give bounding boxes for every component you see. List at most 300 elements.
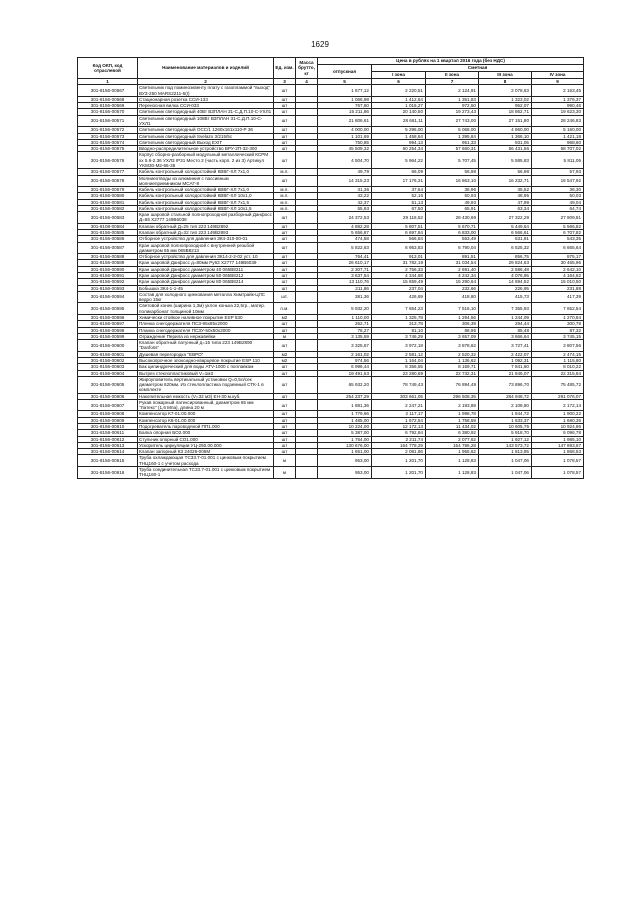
cell-price-zone3: 856,75 bbox=[479, 254, 532, 260]
cell-unit: шт bbox=[274, 109, 296, 115]
cell-unit: шт bbox=[274, 242, 296, 254]
cell-name: Бак цилиндрический для воды АТV-1000 с поплавком bbox=[138, 364, 274, 370]
cell-price-release: 4 000,00 bbox=[318, 127, 372, 133]
cell-name: Ограждение Перила из нержавейки bbox=[138, 333, 274, 339]
cell-price-zone4: 57,93 bbox=[532, 169, 584, 175]
cell-price-zone3: 5 449,64 bbox=[479, 223, 532, 229]
cell-unit: шт bbox=[274, 279, 296, 285]
cell-price-zone1: 17 176,31 bbox=[372, 175, 426, 187]
cell-code: 301-8156-00608 bbox=[78, 411, 138, 417]
cell-price-zone1: 1 016,27 bbox=[372, 103, 426, 109]
cell-code: 301-8156-00575 bbox=[78, 146, 138, 152]
cell-unit: шт bbox=[274, 393, 296, 399]
cell-price-zone3: 47,99 bbox=[479, 199, 532, 205]
cell-mass bbox=[296, 115, 318, 127]
cell-price-release: 750,85 bbox=[318, 139, 372, 145]
cell-price-zone4: 2 172,14 bbox=[532, 399, 584, 411]
cell-unit: шт bbox=[274, 321, 296, 327]
cell-price-release: 953,00 bbox=[318, 455, 372, 467]
cell-name: Труба охлаждающая ТС33.7-01.001 с цинковым покрытием ТНЦ160-1 с учетом расхода bbox=[138, 455, 274, 467]
cell-code: 301-8156-00599 bbox=[78, 333, 138, 339]
cell-price-zone3: 1 844,72 bbox=[479, 411, 532, 417]
cell-price-zone3: 16 232,71 bbox=[479, 175, 532, 187]
cell-name: Кабель контрольный холодостойкий КВВГ-ХЛ 7х1,5 bbox=[138, 199, 274, 205]
cell-unit: м.п. bbox=[274, 193, 296, 199]
cell-price-release: 1 779,66 bbox=[318, 411, 372, 417]
cell-price-zone4: 543,35 bbox=[532, 236, 584, 242]
header-estimate: Сметная bbox=[372, 65, 584, 72]
cell-price-zone1: 31 782,19 bbox=[372, 260, 426, 266]
cell-name: Клапан обратный латунный д=15 типа 223 149В2890 "Danfoss" bbox=[138, 340, 274, 352]
cell-price-zone4: 2 163,45 bbox=[532, 85, 584, 97]
cell-price-release: 953,00 bbox=[318, 467, 372, 479]
cell-unit: шт bbox=[274, 376, 296, 393]
cell-price-zone2: 2 193,89 bbox=[426, 399, 479, 411]
cell-price-zone4: 10 924,86 bbox=[532, 424, 584, 430]
cell-price-release: 2 307,71 bbox=[318, 266, 372, 272]
cell-price-zone2: 3 878,62 bbox=[426, 340, 479, 352]
cell-unit: шт bbox=[274, 146, 296, 152]
cell-unit: м bbox=[274, 455, 296, 467]
cell-price-zone1: 913,01 bbox=[372, 254, 426, 260]
cell-price-zone2: 951,33 bbox=[426, 139, 479, 145]
cell-unit: шт bbox=[274, 236, 296, 242]
cell-mass bbox=[296, 467, 318, 479]
cell-code: 301-8156-00588 bbox=[78, 254, 138, 260]
cell-price-zone3: 1 366,10 bbox=[479, 133, 532, 139]
cell-name: Вытрез стеклопластиковый V=1м3 bbox=[138, 370, 274, 376]
table-row bbox=[78, 175, 584, 187]
cell-code: 301-8156-00573 bbox=[78, 133, 138, 139]
header-zone1: I зона bbox=[372, 72, 426, 79]
cell-price-zone1: 5 964,22 bbox=[372, 152, 426, 169]
cell-price-release: 5 932,20 bbox=[318, 303, 372, 315]
cell-price-zone2: 1 998,78 bbox=[426, 411, 479, 417]
cell-price-release: 5 387,00 bbox=[318, 430, 372, 436]
cell-unit: шт bbox=[274, 273, 296, 279]
cell-name: Клапан обратный Д=25 тип 223 149В2892 bbox=[138, 223, 274, 229]
cell-price-zone4: 6 096,78 bbox=[532, 430, 584, 436]
cell-price-zone4: 1 078,57 bbox=[532, 467, 584, 479]
cell-price-release: 26 610,17 bbox=[318, 260, 372, 266]
cell-price-zone4: 1 421,18 bbox=[532, 133, 584, 139]
table-row bbox=[78, 376, 584, 393]
cell-price-zone3: 7 355,93 bbox=[479, 303, 532, 315]
cell-price-zone1: 2 220,51 bbox=[372, 85, 426, 97]
cell-name: Душевая перегородка "ЕВРО" bbox=[138, 351, 274, 357]
cell-code: 301-8156-00595 bbox=[78, 303, 138, 315]
cell-price-zone4: 15 010,50 bbox=[532, 279, 584, 285]
cell-price-zone3: 4 076,95 bbox=[479, 273, 532, 279]
cell-price-zone1: 51,13 bbox=[372, 199, 426, 205]
header-name: Наименование материалов и изделий bbox=[138, 58, 274, 79]
cell-unit: м bbox=[274, 333, 296, 339]
cell-code: 301-8156-00577 bbox=[78, 169, 138, 175]
cell-code: 301-8156-00605 bbox=[78, 376, 138, 393]
cell-price-zone2: 6 833,00 bbox=[426, 230, 479, 236]
cell-code: 301-8156-00613 bbox=[78, 442, 138, 448]
cell-price-release: 3 135,59 bbox=[318, 333, 372, 339]
cell-name: Светильник светодиодный Svelazo 3/215/5с bbox=[138, 133, 274, 139]
cell-code: 301-8156-00569 bbox=[78, 103, 138, 109]
header-code: Код ОКП, код отраслевой bbox=[78, 58, 138, 79]
cell-price-release: 24 372,53 bbox=[318, 212, 372, 224]
cell-code: 301-8156-00574 bbox=[78, 139, 138, 145]
cell-mass bbox=[296, 212, 318, 224]
cell-unit: м2 bbox=[274, 351, 296, 357]
cell-price-zone4: 147 893,67 bbox=[532, 442, 584, 448]
cell-name: Планка снегодержателя ПСЗУ-50х50х2000 bbox=[138, 327, 274, 333]
cell-price-zone1: 67,50 bbox=[372, 205, 426, 211]
cell-price-zone3: 415,73 bbox=[479, 291, 532, 303]
cell-price-release: 65 932,20 bbox=[318, 376, 372, 393]
cell-mass bbox=[296, 376, 318, 393]
cell-price-zone4: 6 665,64 bbox=[532, 242, 584, 254]
table-row bbox=[78, 467, 584, 479]
cell-price-release: 6 996,44 bbox=[318, 364, 372, 370]
cell-price-zone3: 7 841,60 bbox=[479, 364, 532, 370]
cell-code: 301-8156-00616 bbox=[78, 467, 138, 479]
cell-price-zone4: 5 160,00 bbox=[532, 127, 584, 133]
cell-name: Отборное устройство для давления ЗК14-2-2-02 уст. 10 bbox=[138, 254, 274, 260]
cell-price-zone3: 284 948,72 bbox=[479, 393, 532, 399]
cell-price-zone4: 1 985,10 bbox=[532, 436, 584, 442]
cell-price-release: 1 651,00 bbox=[318, 449, 372, 455]
cell-price-zone2: 11 434,02 bbox=[426, 424, 479, 430]
cell-price-zone3: 6 525,32 bbox=[479, 242, 532, 254]
cell-price-zone1: 1 201,70 bbox=[372, 467, 426, 479]
cell-price-zone3: 1 813,95 bbox=[479, 449, 532, 455]
cell-unit: шт bbox=[274, 85, 296, 97]
col-number: 5 bbox=[318, 79, 372, 85]
cell-name: Светильник светодиодный ОСС/1 1260х161х110-Р 36 bbox=[138, 127, 274, 133]
cell-price-zone1: 2 756,33 bbox=[372, 266, 426, 272]
cell-code: 301-8156-00597 bbox=[78, 321, 138, 327]
cell-price-zone3: 2 586,48 bbox=[479, 266, 532, 272]
cell-price-zone2: 57 660,31 bbox=[426, 146, 479, 152]
col-number: 7 bbox=[426, 79, 479, 85]
cell-name: Кран шаровой полнопроходной с внутренней резьбой диаметром 65 мм 065В8213 bbox=[138, 242, 274, 254]
cell-price-zone1: 426,69 bbox=[372, 291, 426, 303]
cell-price-zone1: 3 746,29 bbox=[372, 333, 426, 339]
cell-price-zone2: 22 732,31 bbox=[426, 370, 479, 376]
cell-price-zone3: 931,05 bbox=[479, 139, 532, 145]
cell-price-zone3: 1 927,12 bbox=[479, 436, 532, 442]
col-number: 8 bbox=[479, 79, 532, 85]
cell-price-zone3: 10 605,75 bbox=[479, 424, 532, 430]
cell-price-zone4: 3 745,15 bbox=[532, 333, 584, 339]
cell-price-zone2: 31 034,54 bbox=[426, 260, 479, 266]
cell-price-zone3: 2 078,63 bbox=[479, 85, 532, 97]
cell-code: 301-8156-00594 bbox=[78, 291, 138, 303]
cell-price-zone3: 226,95 bbox=[479, 285, 532, 291]
cell-price-release: 5 656,87 bbox=[318, 230, 372, 236]
cell-price-zone2: 1 351,83 bbox=[426, 96, 479, 102]
table-row bbox=[78, 242, 584, 254]
cell-code: 301-8156-00578 bbox=[78, 175, 138, 187]
cell-price-zone3: 3 727,41 bbox=[479, 340, 532, 352]
table-row bbox=[78, 212, 584, 224]
cell-code: 301-8108-00584 bbox=[78, 223, 138, 229]
cell-price-zone1: 994,13 bbox=[372, 139, 426, 145]
cell-mass bbox=[296, 303, 318, 315]
cell-code: 301-8156-00592 bbox=[78, 279, 138, 285]
cell-unit: шт bbox=[274, 212, 296, 224]
cell-price-zone3: 56,98 bbox=[479, 169, 532, 175]
cell-mass bbox=[296, 85, 318, 97]
cell-price-zone2: 1 758,59 bbox=[426, 417, 479, 423]
cell-mass bbox=[296, 175, 318, 187]
cell-unit: м bbox=[274, 467, 296, 479]
cell-price-release: 1 677,12 bbox=[318, 85, 372, 97]
cell-code: 301-8156-00576 bbox=[78, 152, 138, 169]
cell-price-zone3: 29 824,63 bbox=[479, 260, 532, 266]
cell-price-zone1: 4 344,68 bbox=[372, 273, 426, 279]
cell-name: Кран шаровой Данфосс д=80мм Ру63 X2777 149В6039 bbox=[138, 260, 274, 266]
cell-price-zone4: 28 246,83 bbox=[532, 115, 584, 127]
cell-price-release: 767,60 bbox=[318, 103, 372, 109]
cell-price-zone3: 14 694,52 bbox=[479, 279, 532, 285]
cell-price-release: 1 754,00 bbox=[318, 436, 372, 442]
cell-name: Бобышка ЗК4-1-1-45 bbox=[138, 285, 274, 291]
cell-price-zone1: 313,78 bbox=[372, 321, 426, 327]
cell-price-zone4: 1 078,57 bbox=[532, 455, 584, 467]
cell-price-release: 15 211,86 bbox=[318, 109, 372, 115]
cell-price-release: 1 110,00 bbox=[318, 314, 372, 320]
cell-price-zone4: 291 076,07 bbox=[532, 393, 584, 399]
cell-price-zone2: 5 670,71 bbox=[426, 223, 479, 229]
cell-unit: шт bbox=[274, 127, 296, 133]
cell-code: 301-8156-00609 bbox=[78, 417, 138, 423]
cell-price-zone2: 1 136,62 bbox=[426, 357, 479, 363]
cell-price-zone1: 5 807,51 bbox=[372, 223, 426, 229]
cell-price-release: 19 491,53 bbox=[318, 370, 372, 376]
cell-unit: шт bbox=[274, 260, 296, 266]
cell-price-zone1: 6 792,84 bbox=[372, 430, 426, 436]
cell-code: 301-8156-00611 bbox=[78, 430, 138, 436]
cell-price-zone4: 5 566,82 bbox=[532, 223, 584, 229]
cell-code: 301-8156-00601 bbox=[78, 351, 138, 357]
cell-price-zone4: 6 707,82 bbox=[532, 230, 584, 236]
cell-price-zone3: 531,91 bbox=[479, 236, 532, 242]
cell-mass bbox=[296, 242, 318, 254]
cell-name: Пленка снегодержателя ПСЗ-95х85х2000 bbox=[138, 321, 274, 327]
cell-code: 301-8156-00602 bbox=[78, 357, 138, 363]
cell-price-release: 5 822,63 bbox=[318, 242, 372, 254]
cell-price-release: 130 676,00 bbox=[318, 442, 372, 448]
col-number: 9 bbox=[532, 79, 584, 85]
cell-code: 301-8156-00568 bbox=[78, 96, 138, 102]
cell-price-zone4: 231,88 bbox=[532, 285, 584, 291]
header-zone2: II зона bbox=[426, 72, 479, 79]
cell-price-zone4: 50,03 bbox=[532, 193, 584, 199]
cell-price-zone2: 36,96 bbox=[426, 187, 479, 193]
cell-name: Кабель контрольный холодостойкий КВВГ-ХЛ 10х1,5 bbox=[138, 205, 274, 211]
table-row bbox=[78, 291, 584, 303]
cell-price-zone3: 27 322,29 bbox=[479, 212, 532, 224]
cell-price-zone4: 58 707,02 bbox=[532, 146, 584, 152]
cell-name: Подогреватель пароводяной ПП1.000 bbox=[138, 424, 274, 430]
cell-price-zone4: 30 465,96 bbox=[532, 260, 584, 266]
cell-unit: м2 bbox=[274, 314, 296, 320]
cell-price-zone4: 49,04 bbox=[532, 199, 584, 205]
cell-price-zone1: 303 661,05 bbox=[372, 393, 426, 399]
cell-price-release: 254 237,29 bbox=[318, 393, 372, 399]
col-number: 3 bbox=[274, 79, 296, 85]
cell-price-zone1: 1 201,70 bbox=[372, 455, 426, 467]
table-row bbox=[78, 303, 584, 315]
cell-price-zone3: 63,34 bbox=[479, 205, 532, 211]
cell-name: Химически стойкое наливное покрытие ESP 530 bbox=[138, 314, 274, 320]
table-row bbox=[78, 152, 584, 169]
cell-unit: шт bbox=[274, 449, 296, 455]
cell-unit: шт bbox=[274, 340, 296, 352]
cell-price-zone1: 1 325,78 bbox=[372, 314, 426, 320]
cell-unit: шт bbox=[274, 254, 296, 260]
cell-price-zone2: 19 273,43 bbox=[426, 109, 479, 115]
cell-price-release: 55,93 bbox=[318, 205, 372, 211]
cell-price-zone3: 143 573,72 bbox=[479, 442, 532, 448]
table-row bbox=[78, 455, 584, 467]
cell-price-release: 4 882,28 bbox=[318, 223, 372, 229]
cell-price-release: 10 224,00 bbox=[318, 424, 372, 430]
cell-code: 301-8156-00583 bbox=[78, 212, 138, 224]
cell-price-zone2: 50,93 bbox=[426, 193, 479, 199]
cell-price-zone2: 2 691,40 bbox=[426, 266, 479, 272]
cell-price-zone4: 1 115,80 bbox=[532, 357, 584, 363]
cell-code: 301-8156-00610 bbox=[78, 424, 138, 430]
cell-price-release: 1 101,69 bbox=[318, 133, 372, 139]
cell-price-zone1: 60 254,34 bbox=[372, 146, 426, 152]
cell-unit: шт bbox=[274, 115, 296, 127]
cell-price-zone2: 3 657,09 bbox=[426, 333, 479, 339]
cell-price-zone3: 1 633,37 bbox=[479, 417, 532, 423]
cell-unit: м2 bbox=[274, 357, 296, 363]
cell-price-release: 2 161,02 bbox=[318, 351, 372, 357]
cell-unit: м.п. bbox=[274, 187, 296, 193]
cell-name: Молниеотводы из алюминия с пассивным молниеприемником МСАГ-8 bbox=[138, 175, 274, 187]
cell-unit: шт bbox=[274, 139, 296, 145]
cell-name: Жироуловитель вертикальный установки Q=0,5л/сек диаметром 620мм. Из стеклопластика подземный СТК-1 в комплекте bbox=[138, 376, 274, 393]
cell-price-zone3: 294,44 bbox=[479, 321, 532, 327]
cell-price-zone1: 2 581,12 bbox=[372, 351, 426, 357]
cell-price-zone2: 972,50 bbox=[426, 103, 479, 109]
cell-code: 301-8156-00581 bbox=[78, 199, 138, 205]
cell-code: 301-8156-00600 bbox=[78, 340, 138, 352]
cell-price-zone4: 19 623,30 bbox=[532, 109, 584, 115]
cell-name: Состав для холодного цинкования металла Химтрайк-ЦЛС ведро 15кг bbox=[138, 291, 274, 303]
cell-price-zone4: 990,46 bbox=[532, 103, 584, 109]
table-row bbox=[78, 115, 584, 127]
cell-price-zone1: 1 412,64 bbox=[372, 96, 426, 102]
cell-code: 301-8156-00598 bbox=[78, 327, 138, 333]
cell-name: Вводно-распределительное устройство ВРУ-2П-32-300 bbox=[138, 146, 274, 152]
cell-price-zone1: 5 296,00 bbox=[372, 127, 426, 133]
cell-price-zone2: 154 786,28 bbox=[426, 442, 479, 448]
cell-price-release: 3 637,54 bbox=[318, 273, 372, 279]
header-zone4: IV зона bbox=[532, 72, 584, 79]
cell-price-zone1: 1 164,04 bbox=[372, 357, 426, 363]
cell-code: 301-8156-00582 bbox=[78, 205, 138, 211]
cell-code: 301-8156-00571 bbox=[78, 115, 138, 127]
cell-price-zone4: 5 811,06 bbox=[532, 152, 584, 169]
cell-price-zone2: 27 743,00 bbox=[426, 115, 479, 127]
cell-unit: шт bbox=[274, 430, 296, 436]
cell-code: 301-8156-00596 bbox=[78, 314, 138, 320]
cell-price-zone3: 5 585,83 bbox=[479, 152, 532, 169]
cell-price-zone1: 8 356,55 bbox=[372, 364, 426, 370]
cell-price-zone4: 4 164,62 bbox=[532, 273, 584, 279]
cell-code: 301-8156-00593 bbox=[78, 285, 138, 291]
cell-name: Клапан запорный КЗ 24026-006М bbox=[138, 449, 274, 455]
cell-price-zone2: 8 159,71 bbox=[426, 364, 479, 370]
cell-unit: шт bbox=[274, 364, 296, 370]
cell-price-release: 13 110,76 bbox=[318, 279, 372, 285]
cell-price-zone4: 1 680,36 bbox=[532, 417, 584, 423]
cell-price-release: 4 504,70 bbox=[318, 152, 372, 169]
col-number: 4 bbox=[296, 79, 318, 85]
cell-code: 301-8156-00614 bbox=[78, 449, 138, 455]
cell-price-release: 474,58 bbox=[318, 236, 372, 242]
cell-price-zone4: 417,39 bbox=[532, 291, 584, 303]
cell-price-zone4: 1 270,84 bbox=[532, 314, 584, 320]
cell-price-zone3: 56 431,56 bbox=[479, 146, 532, 152]
cell-price-zone1: 237,04 bbox=[372, 285, 426, 291]
cell-price-zone3: 952,07 bbox=[479, 103, 532, 109]
cell-name: Светильник светодиодный Выход ЕХIТ bbox=[138, 139, 274, 145]
cell-price-zone2: 1 955,62 bbox=[426, 449, 479, 455]
cell-code: 301-8156-00567 bbox=[78, 85, 138, 97]
cell-name: Балка опорная БО2.000 bbox=[138, 430, 274, 436]
cell-unit: шт bbox=[274, 230, 296, 236]
cell-unit: шт bbox=[274, 223, 296, 229]
cell-price-zone1: 28 661,11 bbox=[372, 115, 426, 127]
cell-price-zone4: 22 315,84 bbox=[532, 370, 584, 376]
cell-price-zone4: 968,60 bbox=[532, 139, 584, 145]
cell-price-zone3: 1 092,31 bbox=[479, 357, 532, 363]
col-number: 6 bbox=[372, 79, 426, 85]
cell-name: Переносная вилка ССИ-033 bbox=[138, 103, 274, 109]
cell-unit: шт bbox=[274, 152, 296, 169]
cell-code: 301-8156-00587 bbox=[78, 242, 138, 254]
cell-price-zone2: 15 290,64 bbox=[426, 279, 479, 285]
cell-name: Стационарная розетка ССИ-133 bbox=[138, 96, 274, 102]
cell-unit: шт bbox=[274, 370, 296, 376]
cell-unit: м.п. bbox=[274, 169, 296, 175]
cell-price-zone4: 300,78 bbox=[532, 321, 584, 327]
cell-price-release: 381,36 bbox=[318, 291, 372, 303]
cell-code: 301-8156-00604 bbox=[78, 370, 138, 376]
cell-price-zone3: 85,48 bbox=[479, 327, 532, 333]
cell-price-zone3: 2 108,80 bbox=[479, 399, 532, 411]
cell-price-zone2: 2 520,32 bbox=[426, 351, 479, 357]
cell-price-zone2: 891,51 bbox=[426, 254, 479, 260]
cell-mass bbox=[296, 152, 318, 169]
cell-price-zone1: 78 749,43 bbox=[372, 376, 426, 393]
cell-code: 301-8156-00589 bbox=[78, 260, 138, 266]
cell-code: 301-8156-00591 bbox=[78, 273, 138, 279]
table-row bbox=[78, 85, 584, 97]
cell-price-zone3: 48,95 bbox=[479, 193, 532, 199]
cell-mass bbox=[296, 291, 318, 303]
cell-price-release: 42,37 bbox=[318, 199, 372, 205]
cell-price-zone4: 875,17 bbox=[532, 254, 584, 260]
cell-code: 301-8156-00607 bbox=[78, 399, 138, 411]
cell-price-zone2: 28 430,69 bbox=[426, 212, 479, 224]
cell-name: Клапан обратный Д=32 тип 223 149В2893 bbox=[138, 230, 274, 236]
cell-name: Накопительная емкость (V=32 м3) ЕН-30 м.куб. bbox=[138, 393, 274, 399]
cell-unit: шт bbox=[274, 442, 296, 448]
